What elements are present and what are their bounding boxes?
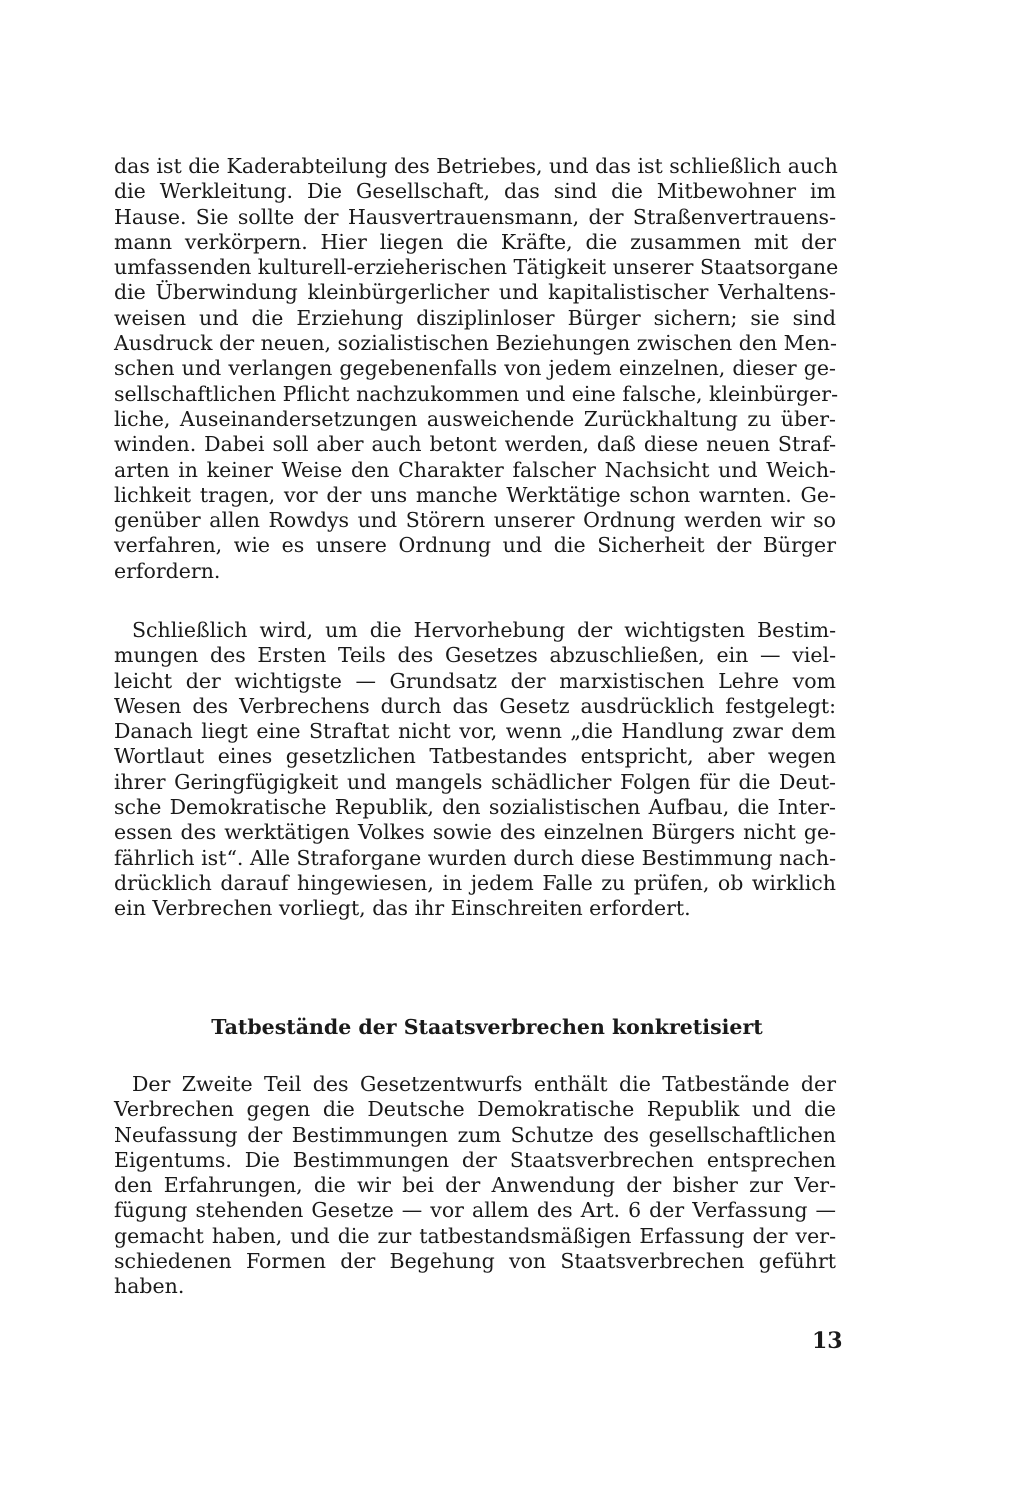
section-heading: Tatbestände der Staatsverbrechen konkretisiert bbox=[211, 1015, 763, 1039]
text-line: Ausdruck der neuen, sozialistischen Beziehungen zwischen den Men- bbox=[114, 331, 837, 356]
text-line: winden. Dabei soll aber auch betont werden, daß diese neuen Straf- bbox=[114, 432, 836, 457]
text-line: drücklich darauf hingewiesen, in jedem Falle zu prüfen, ob wirklich bbox=[114, 870, 836, 895]
section-heading-block bbox=[114, 1015, 836, 1040]
text-line: schen und verlangen gegebenenfalls von jedem einzelnen, dieser ge- bbox=[114, 356, 836, 381]
text-line: essen des werktätigen Volkes sowie des einzelnen Bürgers nicht ge- bbox=[114, 820, 836, 845]
text-line: Hause. Sie sollte der Hausvertrauensmann, der Straßenvertrauens- bbox=[114, 204, 836, 229]
text-line: fährlich ist“. Alle Straforgane wurden durch diese Bestimmung nach- bbox=[114, 845, 837, 870]
text-line: Danach liegt eine Straftat nicht vor, wenn „die Handlung zwar dem bbox=[114, 719, 836, 744]
text-line: umfassenden kulturell-erzieherischen Tätigkeit unserer Staatsorgane bbox=[114, 255, 839, 280]
paragraph-2 bbox=[114, 618, 836, 922]
paragraph-1 bbox=[114, 154, 839, 584]
text-line: sellschaftlichen Pflicht nachzukommen und eine falsche, kleinbürger- bbox=[114, 381, 839, 406]
page-number: 13 bbox=[812, 1328, 843, 1354]
text-line: Wortlaut eines gesetzlichen Tatbestandes entspricht, aber wegen bbox=[114, 744, 836, 769]
text-line: schiedenen Formen der Begehung von Staatsverbrechen geführt bbox=[114, 1249, 836, 1274]
text-line: liche, Auseinandersetzungen ausweichende Zurückhaltung zu über- bbox=[114, 406, 836, 431]
text-line: Neufassung der Bestimmungen zum Schutze des gesellschaftlichen bbox=[114, 1122, 836, 1147]
text-line: genüber allen Rowdys und Störern unserer Ordnung werden wir so bbox=[114, 508, 836, 533]
text-line: Verbrechen gegen die Deutsche Demokratische Republik und die bbox=[114, 1097, 836, 1122]
text-line: Schließlich wird, um die Hervorhebung der wichtigsten Bestim- bbox=[132, 618, 836, 642]
text-line: lichkeit tragen, vor der uns manche Werktätige schon warnten. Ge- bbox=[114, 482, 836, 507]
text-line: verfahren, wie es unsere Ordnung und die Sicherheit der Bürger bbox=[114, 533, 836, 558]
text-line: leicht der wichtigste — Grundsatz der marxistischen Lehre vom bbox=[114, 668, 836, 693]
text-line: das ist die Kaderabteilung des Betriebes, und das ist schließlich auch bbox=[114, 154, 838, 178]
text-line: ein Verbrechen vorliegt, das ihr Einschreiten erfordert. bbox=[114, 896, 691, 921]
text-line: Der Zweite Teil des Gesetzentwurfs enthält die Tatbestände der bbox=[132, 1072, 836, 1096]
text-line: mungen des Ersten Teils des Gesetzes abzuschließen, ein — viel- bbox=[114, 643, 836, 668]
text-line: Eigentums. Die Bestimmungen der Staatsverbrechen entsprechen bbox=[114, 1147, 836, 1172]
text-line: fügung stehenden Gesetze — vor allem des Art. 6 der Verfassung — bbox=[114, 1198, 836, 1223]
text-line: den Erfahrungen, die wir bei der Anwendung der bisher zur Ver- bbox=[114, 1173, 836, 1198]
paragraph-3 bbox=[114, 1072, 836, 1300]
text-line: haben. bbox=[114, 1274, 185, 1299]
text-line: die Überwindung kleinbürgerlicher und kapitalistischer Verhaltens- bbox=[114, 280, 836, 305]
text-line: weisen und die Erziehung disziplinloser Bürger sichern; sie sind bbox=[114, 305, 836, 330]
text-line: Wesen des Verbrechens durch das Gesetz ausdrücklich festgelegt: bbox=[114, 693, 836, 718]
text-line: die Werkleitung. Die Gesellschaft, das sind die Mitbewohner im bbox=[114, 179, 836, 204]
text-line: arten in keiner Weise den Charakter falscher Nachsicht und Weich- bbox=[114, 457, 836, 482]
text-line: mann verkörpern. Hier liegen die Kräfte, die zusammen mit der bbox=[114, 229, 836, 254]
text-line: sche Demokratische Republik, den sozialistischen Aufbau, die Inter- bbox=[114, 795, 836, 820]
text-line: ihrer Geringfügigkeit und mangels schädlicher Folgen für die Deut- bbox=[114, 769, 836, 794]
text-line: erfordern. bbox=[114, 558, 221, 583]
text-line: gemacht haben, und die zur tatbestandsmäßigen Erfassung der ver- bbox=[114, 1223, 836, 1248]
